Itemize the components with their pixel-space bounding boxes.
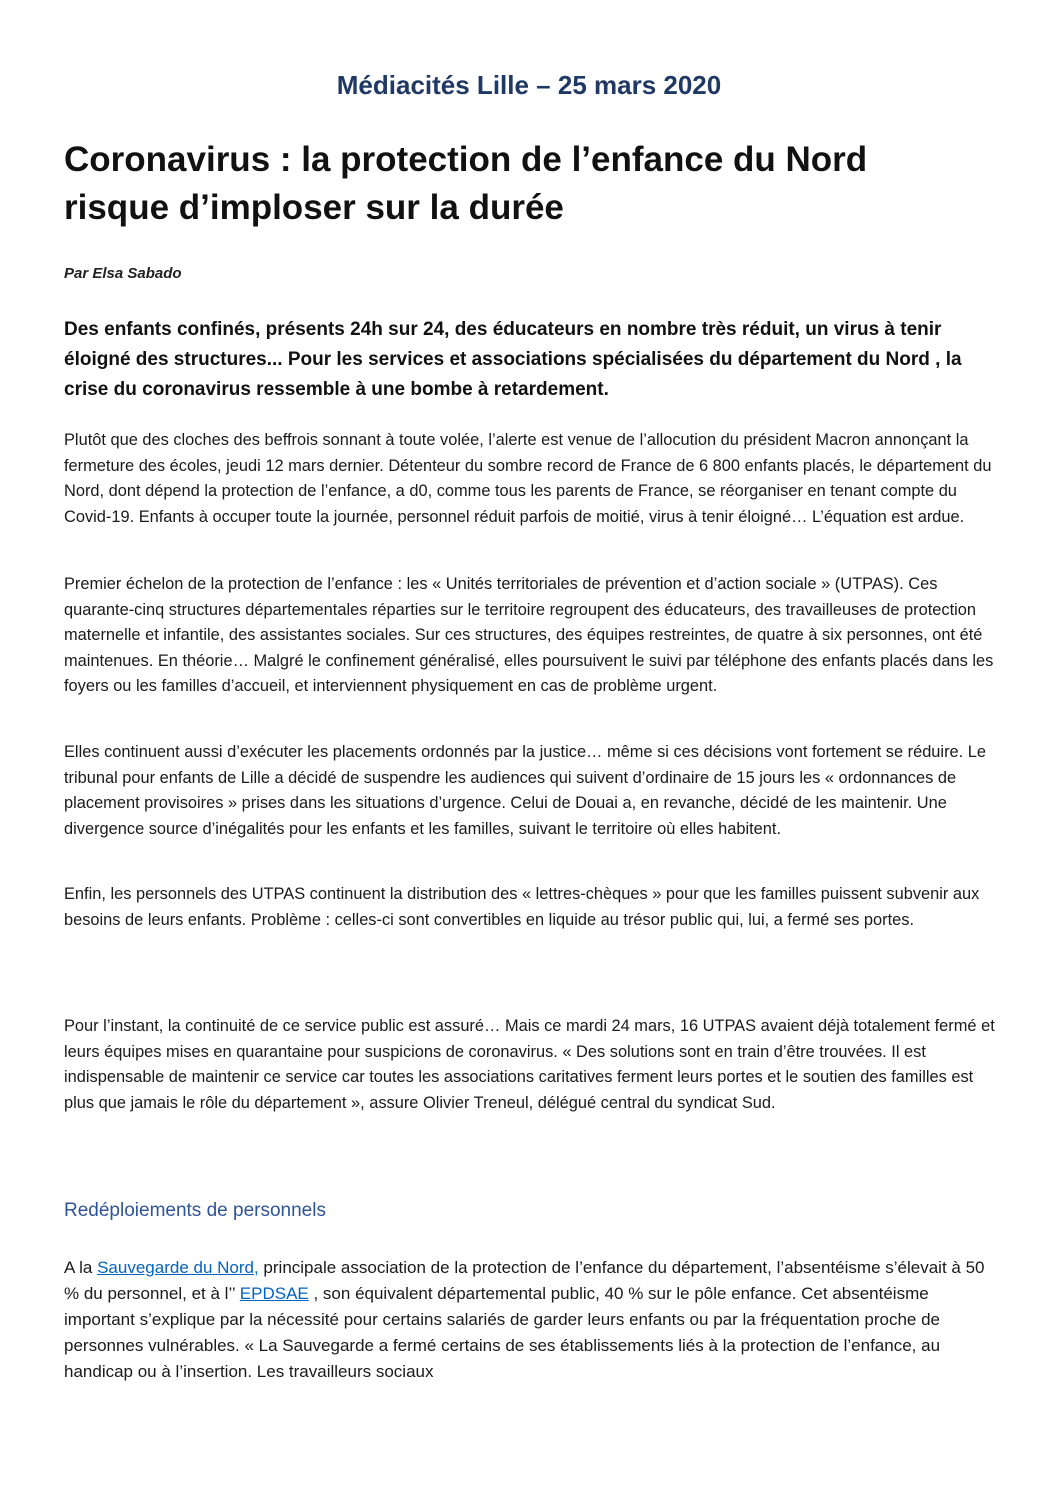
article-title-line-1: Coronavirus : la protection de l’enfance du Nord (64, 140, 868, 179)
body-paragraph-4: Enfin, les personnels des UTPAS continuent la distribution des « lettres-chèques » pour que les familles puissent subvenir aux besoins de leurs enfants. Problème : celles-ci sont convertibles en liquide au trésor public qui, lui, a fermé ses portes. (64, 885, 980, 929)
article-byline: Par Elsa Sabado (64, 265, 182, 282)
section-subheading: Redéploiements de personnels (64, 1200, 326, 1221)
paragraph-text-part-1: A la (64, 1258, 98, 1277)
paragraph-text-part-2: principale association de la protection de l’enfance du département, l’absentéisme s’élevait à 50 % du personnel, et à l’’ (64, 1258, 985, 1303)
body-paragraph-3: Elles continuent aussi d’exécuter les placements ordonnés par la justice… même si ces décisions vont fortement se réduire. Le tribunal pour enfants de Lille a décidé de suspendre les audiences qui suivent d’ordinaire de 15 jours les « ordonnances de placement provisoires » prises dans les situations d’urgence. Celui de Douai a, en revanche, décidé de les maintenir. Une divergence source d’inégalités pour les enfants et les familles, suivant le territoire où elles habitent. (64, 743, 986, 838)
publication-header: Médiacités Lille – 25 mars 2020 (336, 70, 722, 100)
epdsae-link[interactable]: EPDSAE (239, 1284, 309, 1303)
body-paragraph-1: Plutôt que des cloches des beffrois sonnant à toute volée, l’alerte est venue de l’allocution du président Macron annonçant la fermeture des écoles, jeudi 12 mars dernier. Détenteur du sombre record de France de 6 800 enfants placés, le département du Nord, dont dépend la protection de l’enfance, a d0, comme tous les parents de France, se réorganiser en tenant compte du Covid-19. Enfants à occuper toute la journée, personnel réduit parfois de moitié, virus à tenir éloigné… L’équation est ardue. (64, 431, 992, 526)
sauvegarde-du-nord-link[interactable]: Sauvegarde du Nord, (97, 1258, 259, 1277)
body-paragraph-2: Premier échelon de la protection de l’enfance : les « Unités territoriales de prévention et d’action sociale » (UTPAS). Ces quarante-cinq structures départementales réparties sur le territoire regroupent des éducateurs, des travailleuses de protection maternelle et infantile, des assistantes sociales. Sur ces structures, des équipes restreintes, de quatre à six personnes, ont été maintenues. En théorie… Malgré le confinement généralisé, elles poursuivent le suivi par téléphone des enfants placés dans les foyers ou les familles d’accueil, et interviennent physiquement en cas de problème urgent. (64, 575, 994, 696)
body-paragraph-5: Pour l’instant, la continuité de ce service public est assuré… Mais ce mardi 24 mars, 16 UTPAS avaient déjà totalement fermé et leurs équipes mises en quarantaine pour suspicions de coronavirus. « Des solutions sont en train d’être trouvées. Il est indispensable de maintenir ce service car toutes les associations caritatives ferment leurs portes et le soutien des familles est plus que jamais le rôle du département », assure Olivier Treneul, délégué central du syndicat Sud. (64, 1017, 995, 1112)
body-paragraph-6 (64, 1255, 996, 1385)
paragraph-text-part-3: , son équivalent départemental public, 40 % sur le pôle enfance. Cet absentéisme important s’explique par la nécessité pour certains salariés de garder leurs enfants ou par la fréquentation proche de personnes vulnérables. « La Sauvegarde a fermé certains de ses établissements liés à la protection de l’enfance, au handicap ou à l’insertion. Les travailleurs sociaux (64, 1284, 941, 1381)
article-title (64, 136, 1004, 232)
article-title-line-2: risque d’imploser sur la durée (64, 188, 564, 227)
article-lead: Des enfants confinés, présents 24h sur 24, des éducateurs en nombre très réduit, un virus à tenir éloigné des structures... Pour les services et associations spécialisées du département du Nord , la crise du coronavirus ressemble à une bombe à retardement. (64, 319, 962, 400)
